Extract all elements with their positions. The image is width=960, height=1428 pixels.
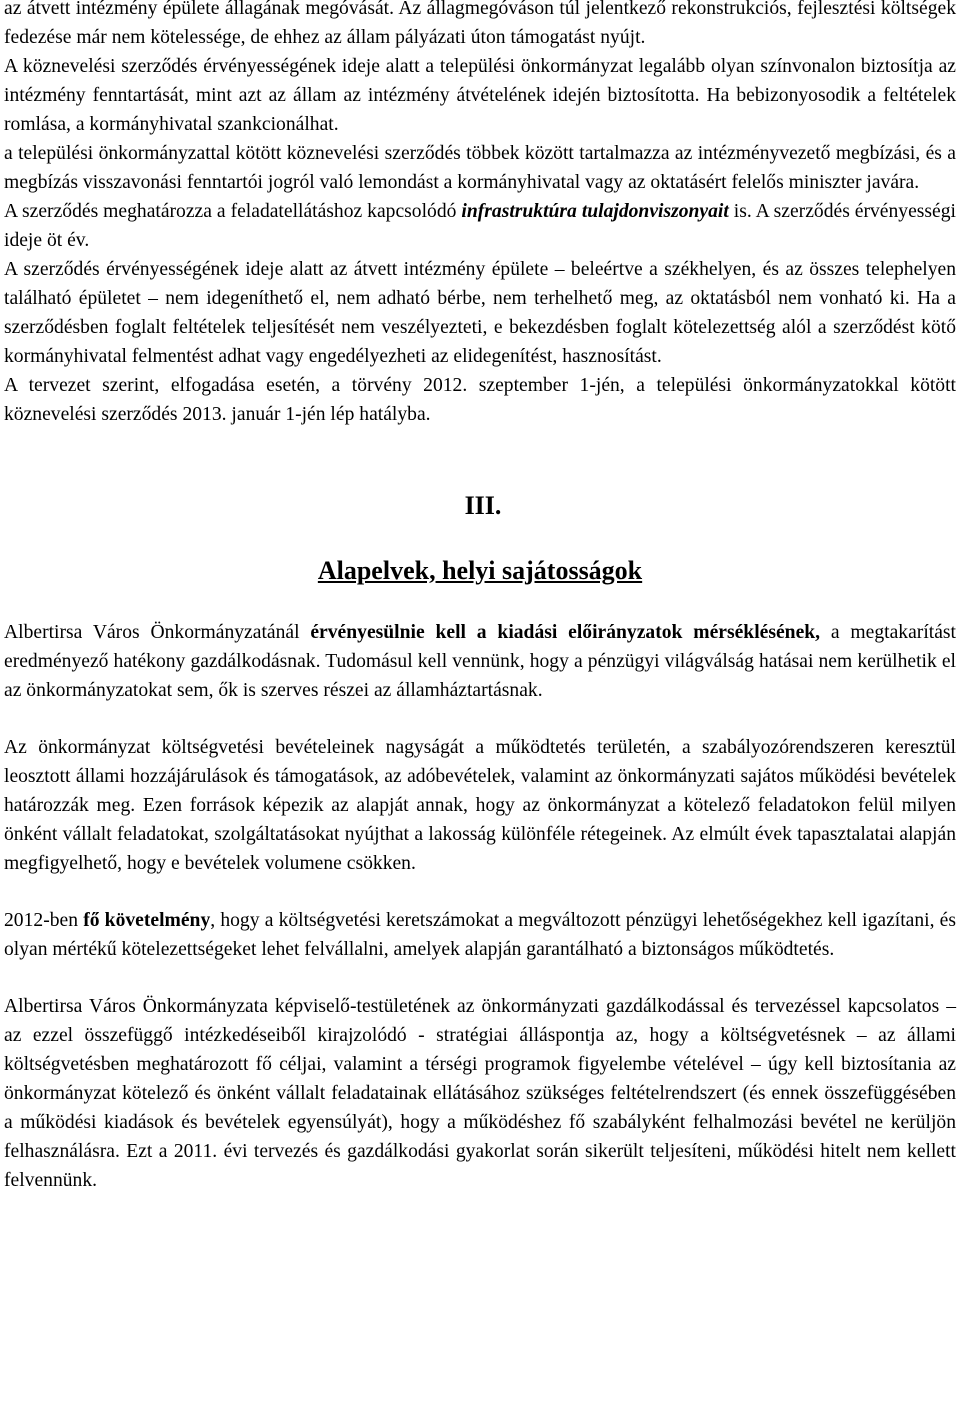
document-page <box>4 0 956 1195</box>
text-run: 2012-ben <box>4 910 84 931</box>
paragraph-gap <box>4 964 956 992</box>
paragraph-principles <box>4 618 956 705</box>
chapter-number: III. <box>464 491 502 520</box>
paragraph-revenues: Az önkormányzat költségvetési bevételeinek nagyságát a működtetés területén, a szabályozórendszeren keresztül leosztott állami hozzájárulások és támogatások, az adóbevételek, valamint az önkormányzati sajátos működési bevételek határozzák meg. Ezen források képezik az alapját annak, hogy az önkormányzat a kötelező feladatokon felül milyen önként vállalt feladatokat, szolgáltatásokat nyújthat a lakosság különféle rétegeinek. Az elmúlt évek tapasztalatai alapján megfigyelhető, hogy e bevételek volumene csökken. <box>4 737 956 874</box>
paragraph-contract-validity: A köznevelési szerződés érvényességének ideje alatt a települési önkormányzat legalább olyan színvonalon biztosítja az intézmény fenntartását, mint azt az állam az intézmény átvételének idején biztosította. Ha bebizonyosodik a feltételek romlása, a kormányhivatal szankcionálhat. <box>4 56 956 135</box>
chapter-title: Alapelvek, helyi sajátosságok <box>317 556 643 585</box>
paragraph-infrastructure <box>4 197 956 255</box>
paragraph-strategy: Albertirsa Város Önkormányzata képviselő-testületének az önkormányzati gazdálkodással és tervezéssel kapcsolatos – az ezzel összefüggő intézkedéseiből kirajzolódó - stratégiai álláspontja az, hogy a költségvetésnek – az állami költségvetésben meghatározott fő céljai, valamint a térségi programok figyelembe vételével – úgy kell biztosítania az önkormányzat kötelező és önként vállalt feladatainak ellátásához szükséges feltételrendszert (és ennek összefüggésében a működési kiadások és bevételek egyensúlyát), hogy a működéshez fő szabályként felhalmozási bevétel ne kerüljön felhasználásra. Ezt a 2011. évi tervezés és gazdálkodási gyakorlat során sikerült teljesíteni, működési hitelt nem kellett felvennünk. <box>4 996 956 1191</box>
paragraph-director-appointment: a települési önkormányzattal kötött köznevelési szerződés többek között tartalmazza az intézményvezető megbízási, és a megbízás visszavonási fenntartói jogról való lemondást a kormányhivatal vagy az oktatásért felelős miniszter javára. <box>4 143 956 193</box>
text-run: , hogy a költségvetési keretszámokat a megváltozott pénzügyi lehetőségekhez kell igazítani, és olyan mértékű kötelezettségeket lehet felvállalni, amelyek alapján garantálható a biztonságos működtetés. <box>4 910 957 960</box>
text-run: a megtakarítást eredményező hatékony gazdálkodásnak. Tudomásul kell vennünk, hogy a pénzügyi világválság hatásai nem kerülhetik el az önkormányzatokat sem, ők is szerves részei az államháztartásnak. <box>4 622 956 701</box>
emphasis-expenditure: érvényesülnie kell a kiadási előirányzatok mérséklésének, <box>310 622 821 643</box>
text-run: A szerződés meghatározza a feladatellátáshoz kapcsolódó <box>4 201 462 222</box>
paragraph-effective-date: A tervezet szerint, elfogadása esetén, a törvény 2012. szeptember 1-jén, a települési önkormányzatokkal kötött köznevelési szerződés 2013. január 1-jén lép hatályba. <box>4 375 956 425</box>
paragraph-gap <box>4 878 956 906</box>
paragraph-building-restrictions: A szerződés érvényességének ideje alatt az átvett intézmény épülete – beleértve a székhelyen, és az összes telephelyen található épületet – nem idegeníthető el, nem adható bérbe, nem terhelhető meg, az oktatásból nem vonható ki. Ha a szerződésben foglalt feltételek teljesítését nem veszélyezteti, e bekezdésben foglalt kötelezettség alól a szerződést kötő kormányhivatal felmentést adhat vagy engedélyezheti az elidegenítést, hasznosítást. <box>4 259 956 367</box>
text-run: is. A szerződés érvényességi ideje öt év. <box>4 201 956 251</box>
emphasis-infrastructure: infrastruktúra tulajdonviszonyait <box>461 201 729 222</box>
paragraph-main-requirement <box>4 906 956 964</box>
text-run: Albertirsa Város Önkormányzatánál <box>4 622 311 643</box>
paragraph-maintenance: az átvett intézmény épülete állagának megóvását. Az állagmegóváson túl jelentkező rekonstrukciós, fejlesztési költségek fedezése már nem kötelessége, de ehhez az állam pályázati úton támogatást nyújt. <box>4 0 956 48</box>
paragraph-gap <box>4 705 956 733</box>
emphasis-main-requirement: fő követelmény <box>83 910 211 931</box>
